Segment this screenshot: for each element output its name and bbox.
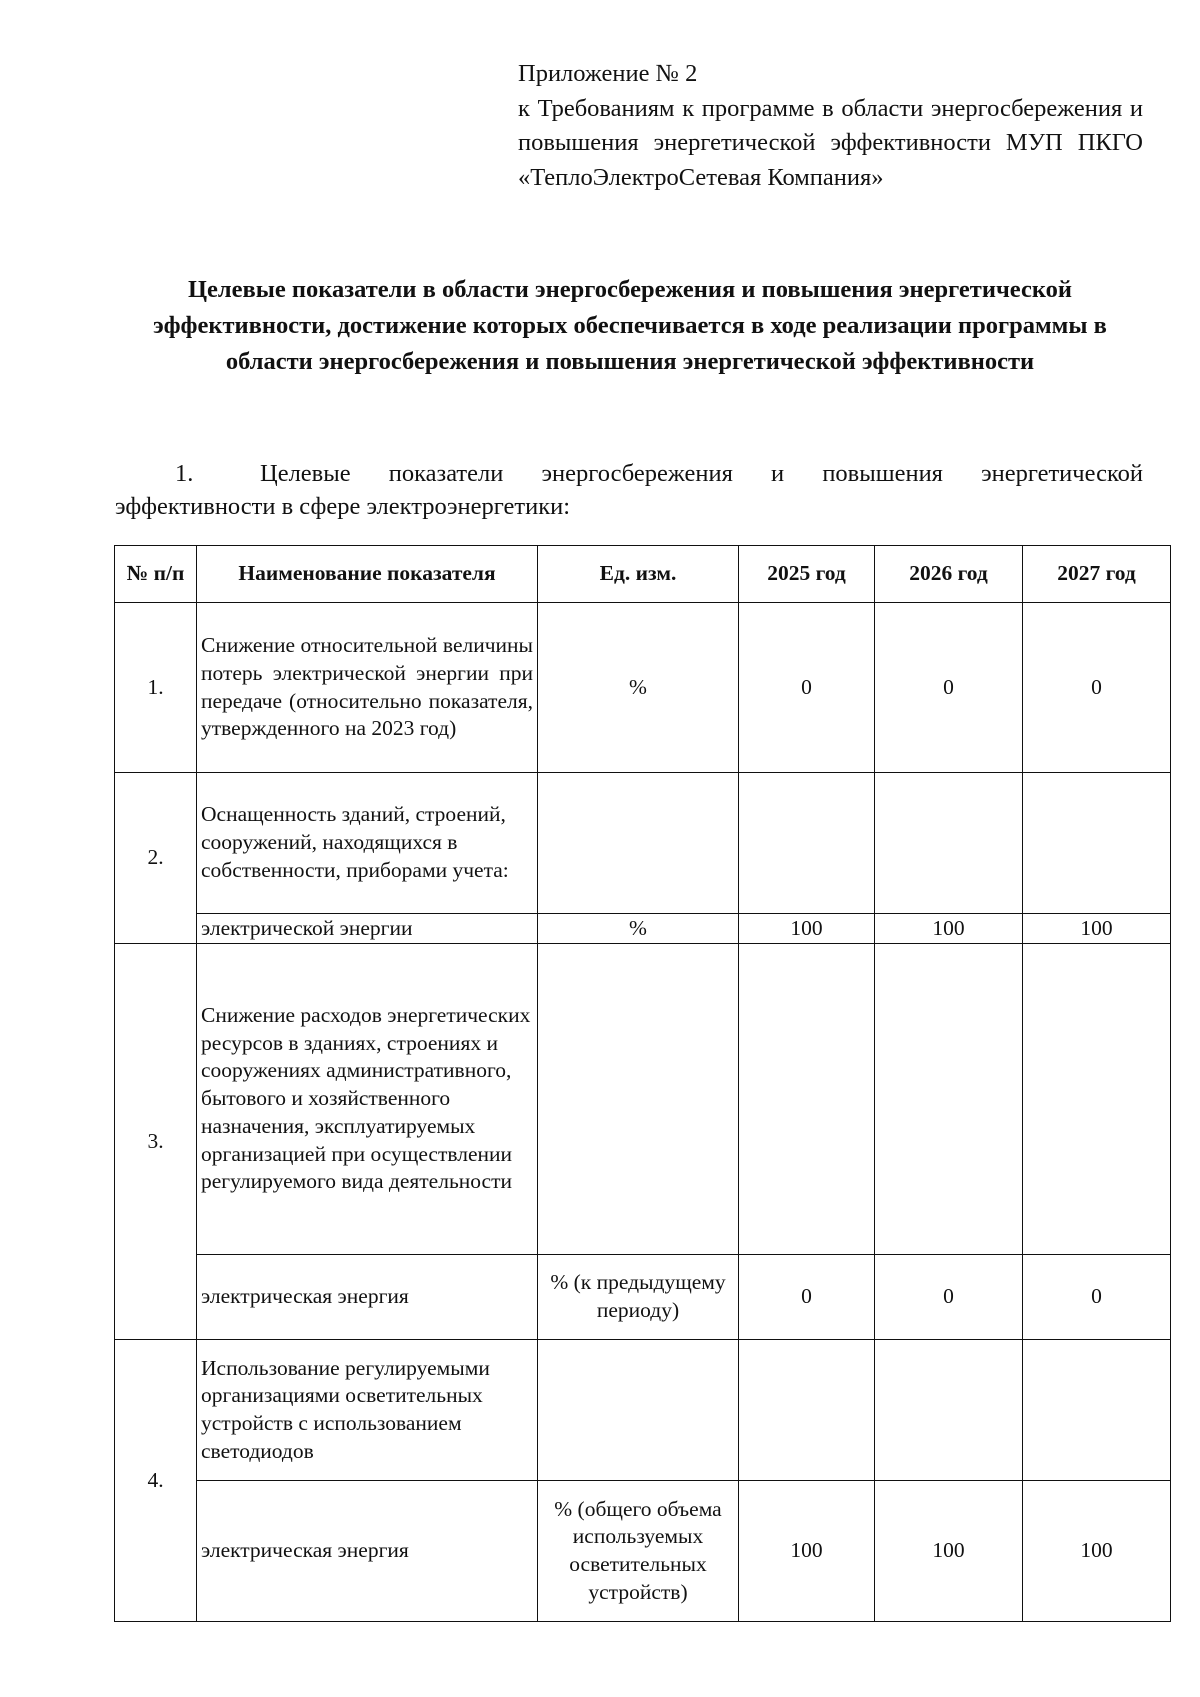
row-number: 2. [115,773,197,944]
subrow-value-2026: 100 [875,914,1023,944]
subrow-unit: % (к предыдущему периоду) [538,1255,739,1340]
empty-cell [1023,944,1171,1255]
row-name: Оснащенность зданий, строений, сооружений, находящихся в собственности, приборами учета: [197,773,538,914]
subrow-value-2025: 100 [739,914,875,944]
empty-cell [739,1340,875,1481]
row-number: 4. [115,1340,197,1622]
empty-cell [739,944,875,1255]
subrow-name: электрическая энергия [197,1481,538,1622]
subrow-value-2025: 0 [739,1255,875,1340]
subrow-value-2026: 100 [875,1481,1023,1622]
row-value-2025: 0 [739,603,875,773]
appendix-reference: к Требованиям к программе в области энергосбережения и повышения энергетической эффективности МУП ПКГО «ТеплоЭлектроСетевая Компания» [518,94,1143,191]
header-num: № п/п [115,546,197,603]
row-number: 3. [115,944,197,1340]
empty-cell [739,773,875,914]
section-number: 1. [175,460,194,487]
subrow-value-2026: 0 [875,1255,1023,1340]
header-2026: 2026 год [875,546,1023,603]
table-row [115,1340,1171,1481]
empty-cell [875,773,1023,914]
empty-cell [538,944,739,1255]
empty-cell [875,944,1023,1255]
appendix-number: Приложение № 2 [518,60,698,87]
row-value-2027: 0 [1023,603,1171,773]
row-name: Снижение расходов энергетических ресурсов в зданиях, строениях и сооружениях административного, бытового и хозяйственного назначения, эксплуатируемых организацией при осуществлении регулируемого вида деятельности [197,944,538,1255]
subrow-name: электрической энергии [197,914,538,944]
empty-cell [538,1340,739,1481]
header-2027: 2027 год [1023,546,1171,603]
table-row [115,603,1171,773]
table-subrow [115,1255,1171,1340]
row-number: 1. [115,603,197,773]
table-header-row [115,546,1171,603]
empty-cell [1023,1340,1171,1481]
subrow-name: электрическая энергия [197,1255,538,1340]
subrow-value-2027: 0 [1023,1255,1171,1340]
row-value-2026: 0 [875,603,1023,773]
document-title: Целевые показатели в области энергосбережения и повышения энергетической эффективности, достижение которых обеспечивается в ходе реализации программы в области энергосбережения и повышения энергетической эффективности [153,276,1107,375]
appendix-header [518,57,1143,195]
table-subrow [115,914,1171,944]
empty-cell [538,773,739,914]
header-name: Наименование показателя [197,546,538,603]
header-unit: Ед. изм. [538,546,739,603]
subrow-unit: % [538,914,739,944]
row-name: Использование регулируемыми организациями осветительных устройств с использованием светодиодов [197,1340,538,1481]
subrow-value-2027: 100 [1023,914,1171,944]
row-name: Снижение относительной величины потерь электрической энергии при передаче (относительно показателя, утвержденного на 2023 год) [197,603,538,773]
section-heading [115,457,1143,523]
row-unit: % [538,603,739,773]
empty-cell [1023,773,1171,914]
header-2025: 2025 год [739,546,875,603]
table-subrow [115,1481,1171,1622]
subrow-value-2027: 100 [1023,1481,1171,1622]
subrow-unit: % (общего объема используемых осветительных устройств) [538,1481,739,1622]
section-text: Целевые показатели энергосбережения и повышения энергетической эффективности в сфере электроэнергетики: [115,460,1143,520]
empty-cell [875,1340,1023,1481]
table-row [115,944,1171,1255]
table-row [115,773,1171,914]
subrow-value-2025: 100 [739,1481,875,1622]
indicators-table [114,545,1171,1622]
